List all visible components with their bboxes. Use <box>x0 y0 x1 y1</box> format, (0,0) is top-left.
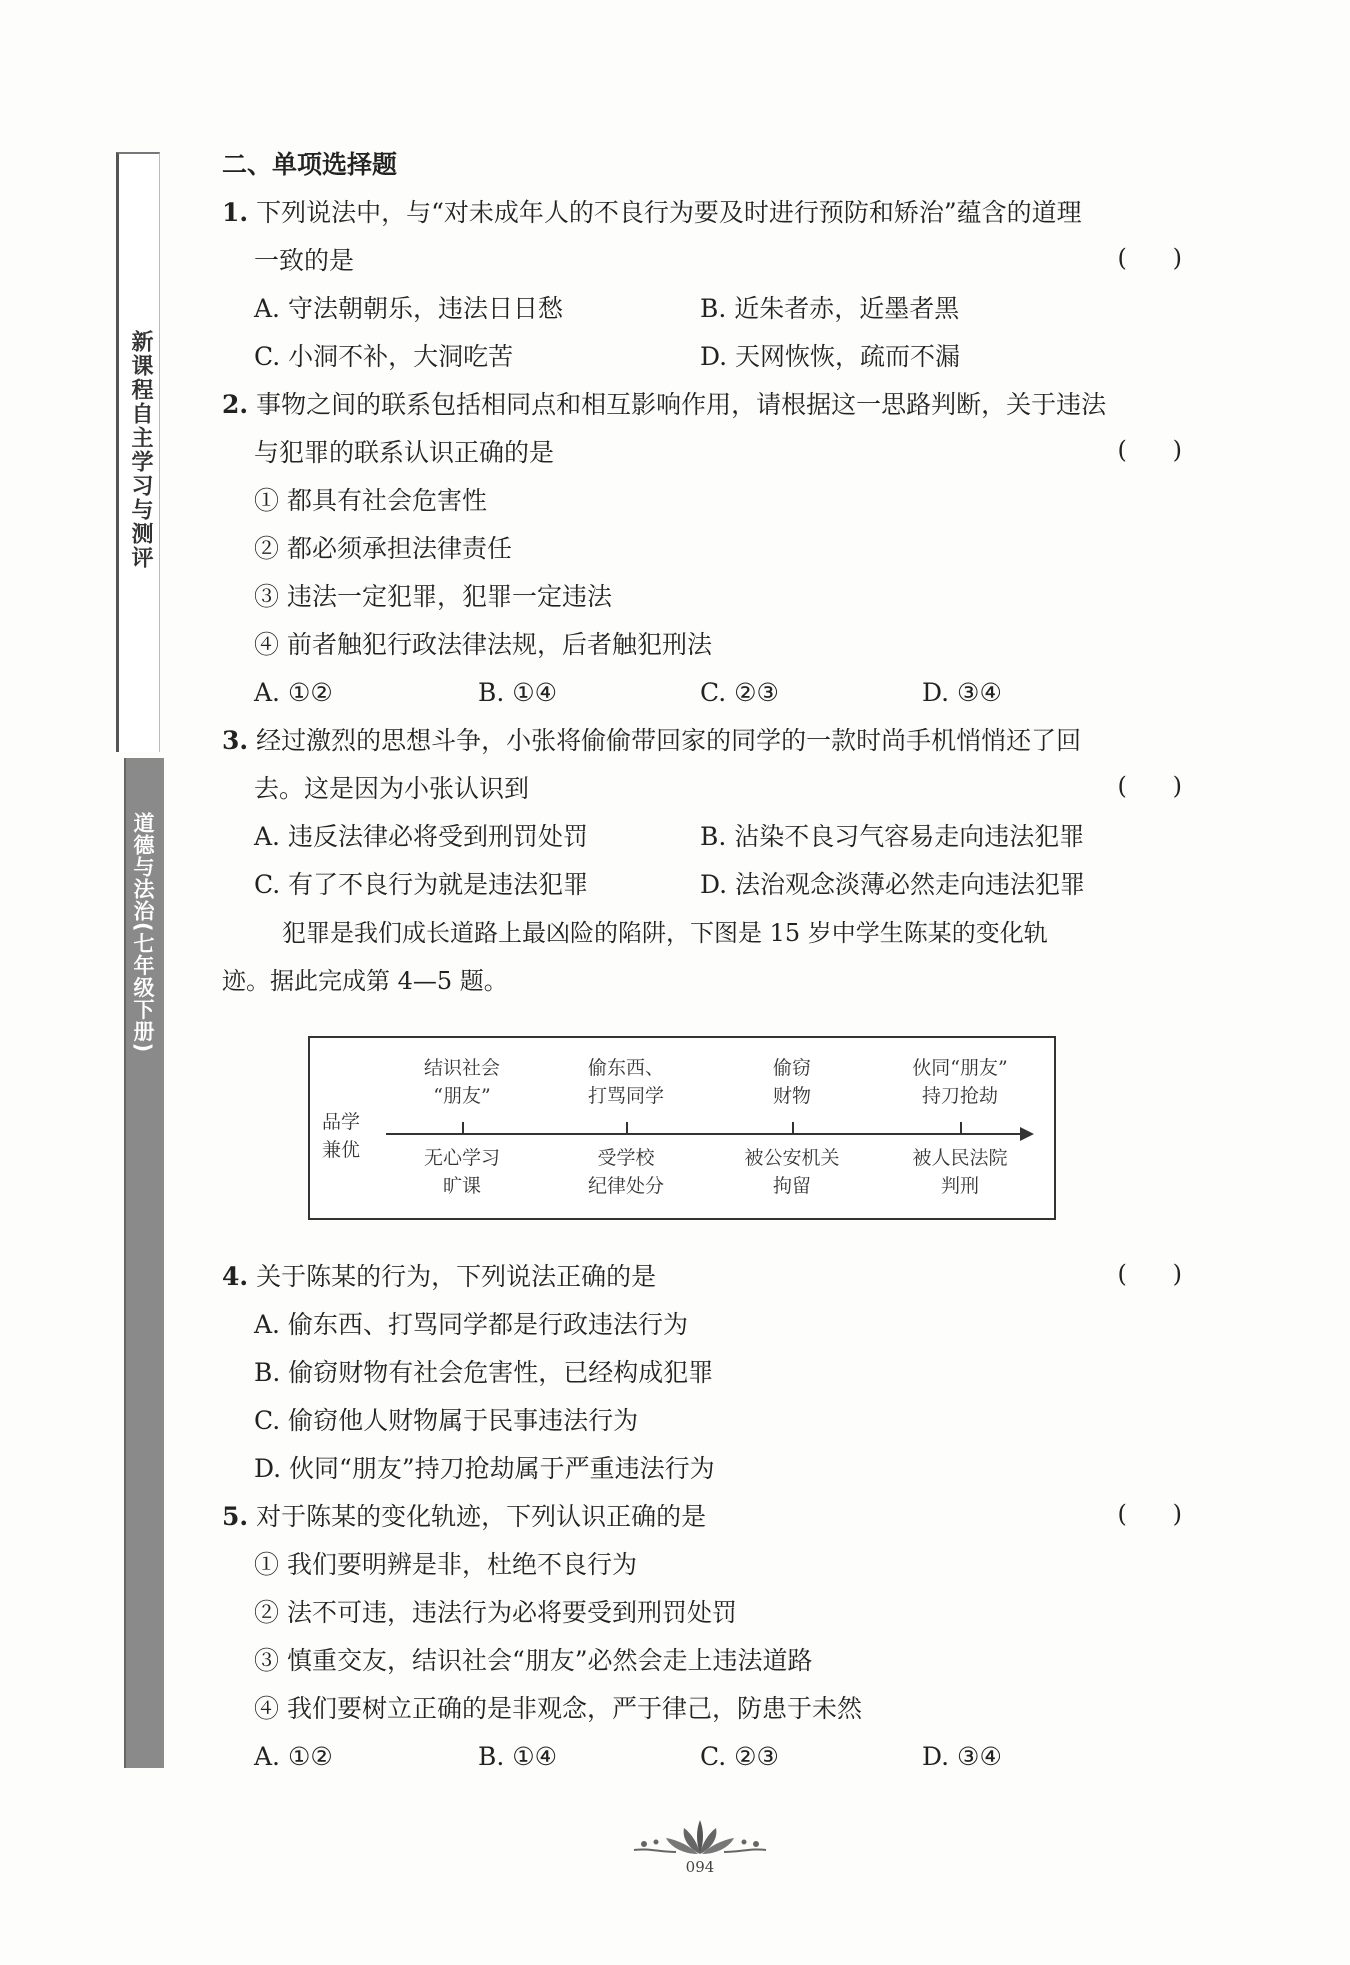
question-2-stem-cont: 与犯罪的联系认识正确的是 <box>254 438 555 467</box>
answer-bracket[interactable]: ( ) <box>1117 436 1182 464</box>
statement-2: ② 法不可违，违法行为必将要受到刑罚处罚 <box>254 1598 737 1627</box>
stage-line: 持刀抢劫 <box>921 1085 998 1107</box>
option-a[interactable]: A. 守法朝朝乐，违法日日愁 <box>254 294 563 323</box>
question-text: 经过激烈的思想斗争，小张将偷偷带回家的同学的一款时尚手机悄悄还了回 <box>256 726 1082 755</box>
question-text: 下列说法中，与“对未成年人的不良行为要及时进行预防和矫治”蕴含的道理 <box>256 198 1082 227</box>
answer-bracket[interactable]: ( ) <box>1117 772 1182 800</box>
question-number: 4. <box>222 1262 249 1291</box>
question-2-stem <box>222 388 1106 422</box>
stage-line: 拘留 <box>772 1175 811 1197</box>
option-b[interactable]: B. ①④ <box>478 678 558 707</box>
option-d[interactable]: D. 伙同“朋友”持刀抢劫属于严重违法行为 <box>254 1454 715 1483</box>
stage-top-2 <box>551 1054 701 1110</box>
reading-passage: 犯罪是我们成长道路上最凶险的陷阱，下图是 15 岁中学生陈某的变化轨 <box>282 919 1048 947</box>
stage-line: 打骂同学 <box>587 1085 664 1107</box>
option-c[interactable]: C. 小洞不补，大洞吃苦 <box>254 342 514 371</box>
trajectory-diagram <box>308 1036 1056 1220</box>
question-text: 事物之间的联系包括相同点和相互影响作用，请根据这一思路判断，关于违法 <box>256 390 1107 419</box>
answer-bracket[interactable]: ( ) <box>1117 244 1182 272</box>
floral-ornament-icon <box>630 1818 770 1858</box>
question-number: 5. <box>222 1502 249 1531</box>
stage-line: 被公安机关 <box>744 1147 840 1169</box>
stage-line: 结识社会 <box>423 1057 500 1079</box>
subject-label: 道德与法治(七年级下册) <box>131 812 155 1054</box>
question-1-stem-cont: 一致的是 <box>254 246 355 275</box>
start-line: 品学 <box>322 1111 361 1133</box>
timeline-axis <box>386 1133 1024 1135</box>
section-title: 二、单项选择题 <box>222 150 398 179</box>
option-a[interactable]: A. ①② <box>254 1742 333 1771</box>
option-a[interactable]: A. 违反法律必将受到刑罚处罚 <box>254 822 588 851</box>
question-4-stem <box>222 1260 656 1294</box>
stage-line: 财物 <box>772 1085 811 1107</box>
question-text: 关于陈某的行为，下列说法正确的是 <box>256 1262 657 1291</box>
option-b[interactable]: B. 近朱者赤，近墨者黑 <box>700 294 960 323</box>
stage-top-3 <box>717 1054 867 1110</box>
stage-line: 判刑 <box>940 1175 979 1197</box>
statement-3: ③ 慎重交友，结识社会“朋友”必然会走上违法道路 <box>254 1646 813 1675</box>
start-line: 兼优 <box>322 1139 361 1161</box>
question-3-stem-cont: 去。这是因为小张认识到 <box>254 774 530 803</box>
option-b[interactable]: B. ①④ <box>478 1742 558 1771</box>
stage-line: 偷窃 <box>772 1057 811 1079</box>
stage-bottom-2 <box>551 1144 701 1200</box>
statement-3: ③ 违法一定犯罪，犯罪一定违法 <box>254 582 612 611</box>
stage-line: 受学校 <box>597 1147 655 1169</box>
timeline-tick <box>626 1122 628 1134</box>
statement-4: ④ 前者触犯行政法律法规，后者触犯刑法 <box>254 630 712 659</box>
statement-4: ④ 我们要树立正确的是非观念，严于律己，防患于未然 <box>254 1694 862 1723</box>
timeline-tick <box>960 1122 962 1134</box>
book-series-label: 新课程自主学习与测评 <box>128 330 153 570</box>
stage-top-4 <box>885 1054 1035 1110</box>
stage-line: 纪律处分 <box>587 1175 664 1197</box>
answer-bracket[interactable]: ( ) <box>1117 1500 1182 1528</box>
option-c[interactable]: C. ②③ <box>700 678 779 707</box>
reading-passage-cont: 迹。据此完成第 4—5 题。 <box>222 967 508 995</box>
option-a[interactable]: A. ①② <box>254 678 333 707</box>
answer-bracket[interactable]: ( ) <box>1117 1260 1182 1288</box>
question-3-stem <box>222 724 1081 758</box>
stage-line: 旷课 <box>442 1175 481 1197</box>
question-number: 1. <box>222 198 249 227</box>
diagram-start-label <box>322 1108 370 1164</box>
option-d[interactable]: D. ③④ <box>922 678 1002 707</box>
option-b[interactable]: B. 偷窃财物有社会危害性，已经构成犯罪 <box>254 1358 714 1387</box>
statement-1: ① 我们要明辨是非，杜绝不良行为 <box>254 1550 637 1579</box>
option-c[interactable]: C. ②③ <box>700 1742 779 1771</box>
stage-bottom-4 <box>885 1144 1035 1200</box>
stage-bottom-1 <box>387 1144 537 1200</box>
page-number: 094 <box>685 1858 715 1876</box>
statement-2: ② 都必须承担法律责任 <box>254 534 512 563</box>
statement-1: ① 都具有社会危害性 <box>254 486 487 515</box>
arrow-right-icon <box>1020 1127 1034 1141</box>
stage-top-1 <box>387 1054 537 1110</box>
option-d[interactable]: D. 法治观念淡薄必然走向违法犯罪 <box>700 870 1086 899</box>
stage-bottom-3 <box>717 1144 867 1200</box>
question-5-stem <box>222 1500 706 1534</box>
option-b[interactable]: B. 沾染不良习气容易走向违法犯罪 <box>700 822 1085 851</box>
stage-line: 偷东西、 <box>587 1057 664 1079</box>
timeline-tick <box>462 1122 464 1134</box>
option-d[interactable]: D. ③④ <box>922 1742 1002 1771</box>
question-number: 2. <box>222 390 249 419</box>
question-1-stem <box>222 196 1082 230</box>
stage-line: “朋友” <box>433 1085 491 1107</box>
option-c[interactable]: C. 偷窃他人财物属于民事违法行为 <box>254 1406 639 1435</box>
stage-line: 无心学习 <box>423 1147 500 1169</box>
stage-line: 被人民法院 <box>912 1147 1008 1169</box>
question-text: 对于陈某的变化轨迹，下列认识正确的是 <box>256 1502 707 1531</box>
question-number: 3. <box>222 726 249 755</box>
stage-line: 伙同“朋友” <box>912 1057 1008 1079</box>
option-c[interactable]: C. 有了不良行为就是违法犯罪 <box>254 870 589 899</box>
timeline-tick <box>792 1122 794 1134</box>
option-d[interactable]: D. 天网恢恢，疏而不漏 <box>700 342 961 371</box>
option-a[interactable]: A. 偷东西、打骂同学都是行政违法行为 <box>254 1310 688 1339</box>
